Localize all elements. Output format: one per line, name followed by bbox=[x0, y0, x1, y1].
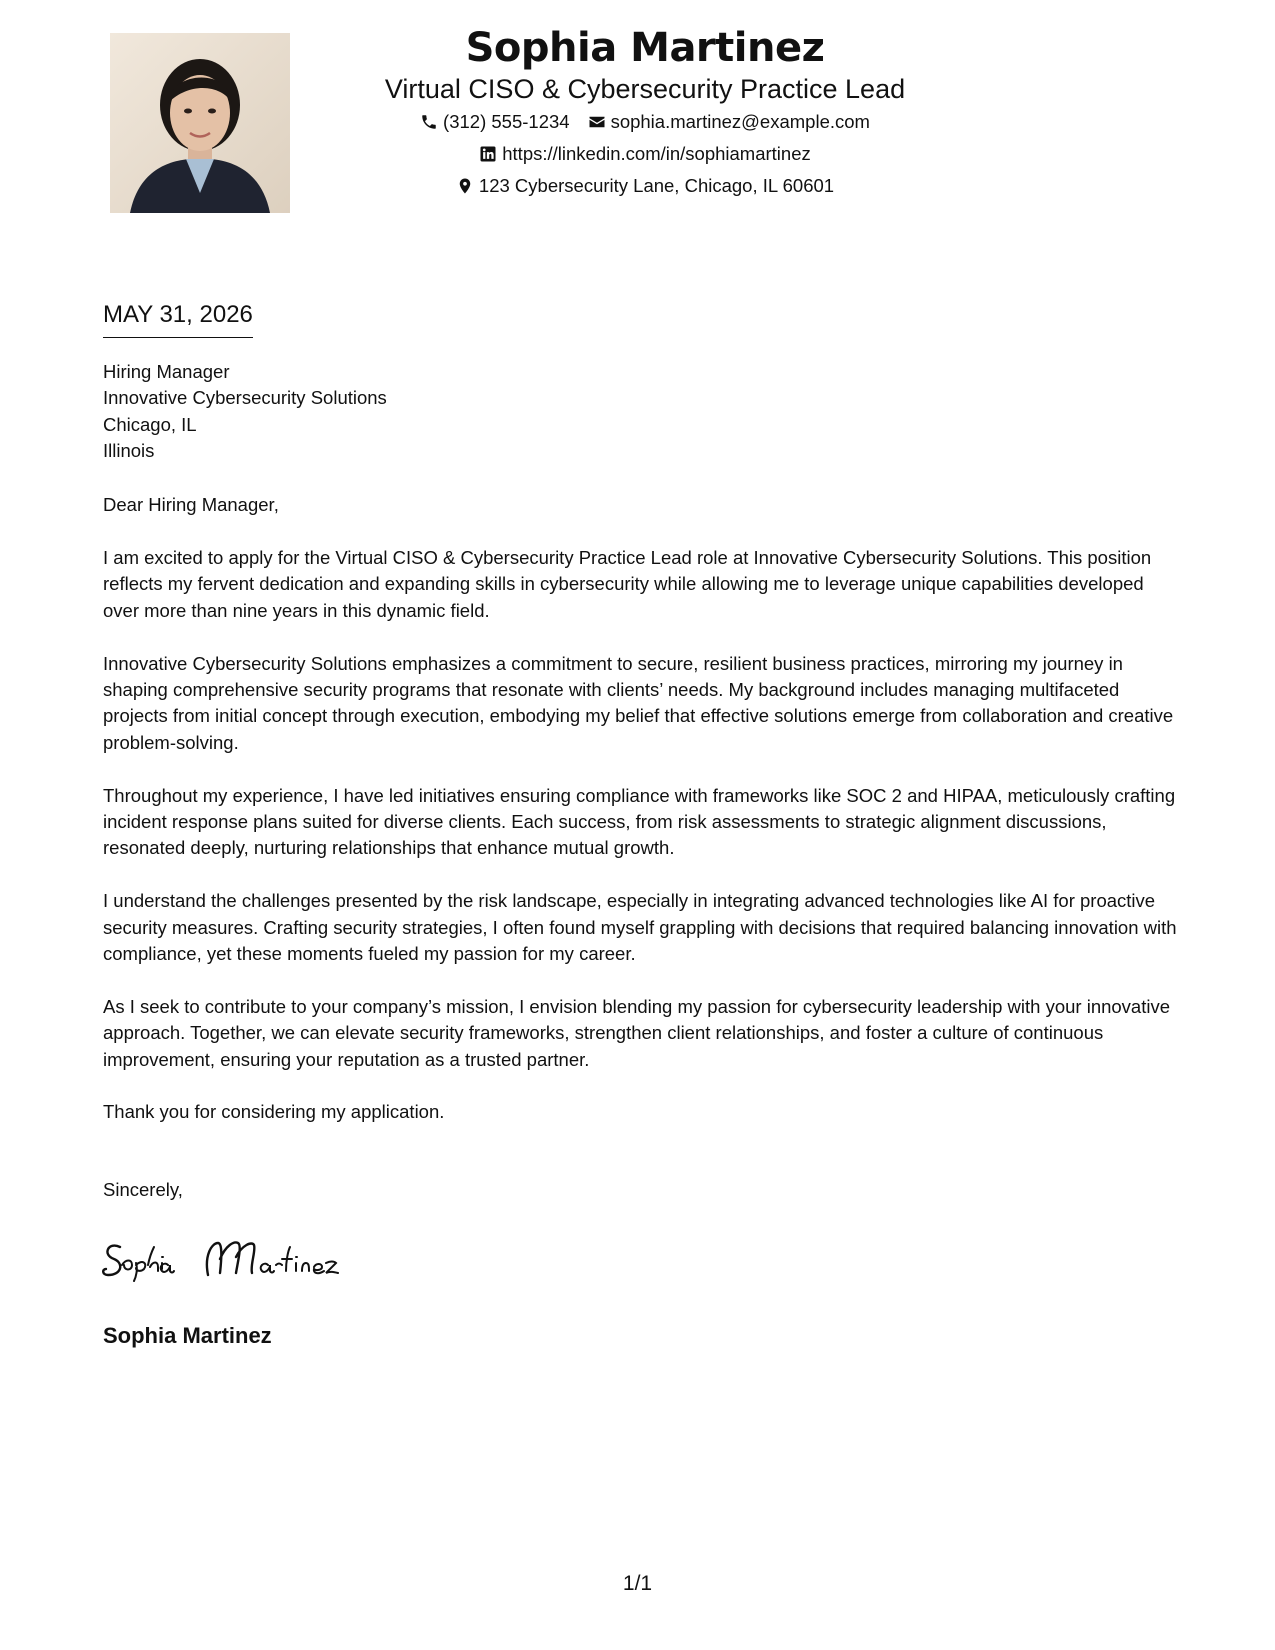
profile-photo bbox=[110, 33, 290, 213]
street-address: 123 Cybersecurity Lane, Chicago, IL 60601 bbox=[478, 175, 835, 196]
paragraph-5: As I seek to contribute to your company’s mission, I envision blending my passion for cybersecurity leadership with your innovative approach. Together, we can elevate security frameworks, strengthen client relationships, and foster a culture of continuous improvement, ensuring your reputation as a trusted partner. bbox=[103, 995, 1171, 1070]
recipient-block bbox=[103, 359, 1183, 465]
email-address[interactable]: sophia.martinez@example.com bbox=[610, 111, 870, 132]
handwritten-signature bbox=[100, 1235, 360, 1290]
contact-row-address bbox=[320, 170, 970, 202]
phone-icon bbox=[420, 113, 438, 131]
letter-date: MAY 31, 2026 bbox=[103, 299, 253, 338]
linkedin-icon bbox=[479, 145, 497, 163]
applicant-name: Sophia Martinez bbox=[465, 25, 825, 71]
recipient-city: Chicago, IL bbox=[103, 413, 197, 435]
email-contact[interactable] bbox=[588, 106, 870, 138]
recipient-state: Illinois bbox=[103, 440, 155, 462]
linkedin-contact[interactable] bbox=[479, 138, 810, 170]
date-block bbox=[103, 299, 253, 338]
phone-contact bbox=[420, 106, 570, 138]
phone-number: (312) 555-1234 bbox=[443, 111, 570, 132]
signed-name: Sophia Martinez bbox=[103, 1323, 272, 1348]
page-number: 1/1 bbox=[622, 1572, 653, 1595]
paragraph-4: I understand the challenges presented by the risk landscape, especially in integrating advanced technologies like AI for proactive security measures. Crafting security strategies, I often found myself grappling with decisions that required balancing innovation with compliance, yet these moments fueled my passion for my career. bbox=[103, 890, 1177, 965]
paragraph-6: Thank you for considering my application. bbox=[103, 1101, 445, 1123]
letter-body bbox=[103, 545, 1183, 1126]
recipient-name: Hiring Manager bbox=[103, 361, 230, 382]
envelope-icon bbox=[588, 113, 606, 131]
address-contact bbox=[456, 170, 834, 202]
map-pin-icon bbox=[456, 177, 474, 195]
recipient-company: Innovative Cybersecurity Solutions bbox=[103, 387, 387, 409]
contact-row-phone-email bbox=[320, 106, 970, 138]
paragraph-1: I am excited to apply for the Virtual CISO & Cybersecurity Practice Lead role at Innovative Cybersecurity Solutions. This position reflects my fervent dedication and expanding skills in cybersecurity while allowing me to leverage unique capabilities developed over more than nine years in this dynamic field. bbox=[103, 547, 1152, 621]
closing: Sincerely, bbox=[103, 1179, 183, 1200]
paragraph-2: Innovative Cybersecurity Solutions emphasizes a commitment to secure, resilient business practices, mirroring my journey in shaping comprehensive security programs that resonate with clients’ needs. My background includes managing multifaceted projects from initial concept through execution, embodying my belief that effective solutions emerge from collaboration and creative problem-solving. bbox=[103, 652, 1174, 753]
applicant-title: Virtual CISO & Cybersecurity Practice Lead bbox=[384, 74, 906, 104]
contact-row-linkedin bbox=[320, 138, 970, 170]
salutation: Dear Hiring Manager, bbox=[103, 494, 279, 515]
paragraph-3: Throughout my experience, I have led initiatives ensuring compliance with frameworks like SOC 2 and HIPAA, meticulously crafting incident response plans suited for diverse clients. Each success, from risk assessments to strategic alignment discussions, resonated deeply, nurturing relationships that enhance mutual growth. bbox=[103, 784, 1176, 859]
linkedin-url[interactable]: https://linkedin.com/in/sophiamartinez bbox=[502, 143, 811, 164]
header bbox=[320, 22, 970, 202]
